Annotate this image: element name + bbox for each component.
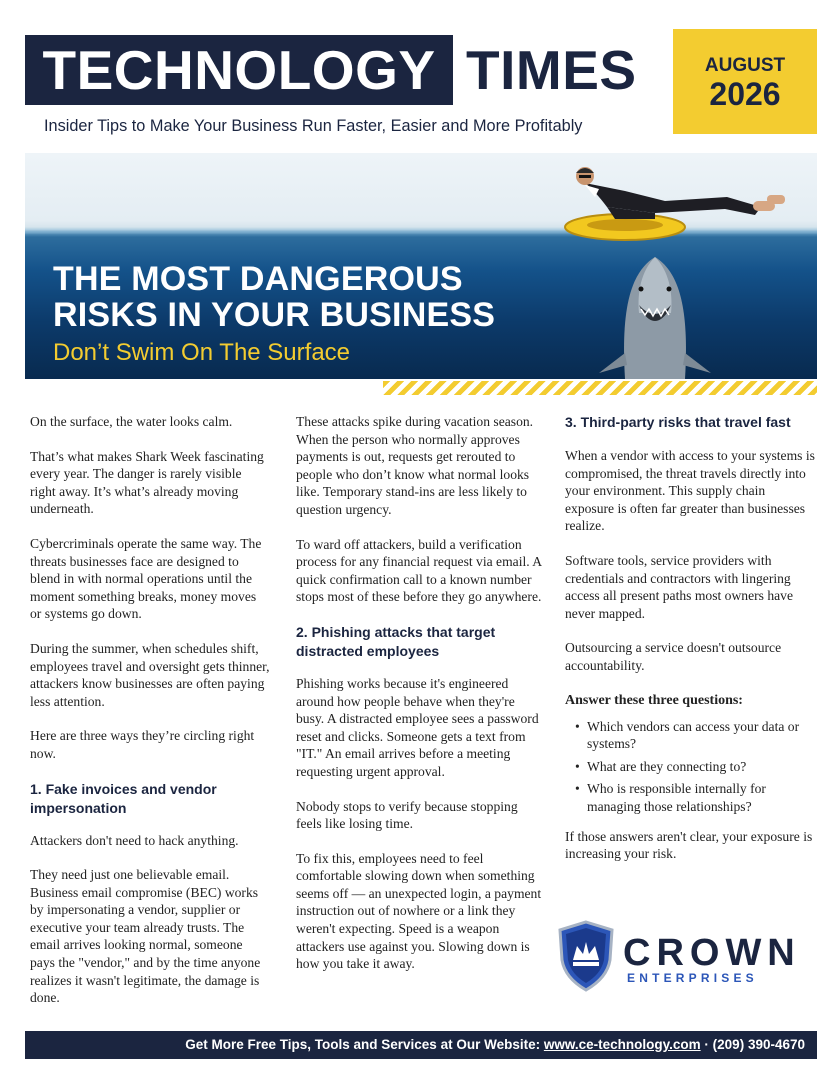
issue-month: AUGUST <box>704 55 786 76</box>
section-heading-fake-invoices: 1. Fake invoices and vendor impersonation <box>30 780 217 816</box>
section-heading-third-party: 3. Third-party risks that travel fast <box>565 414 791 430</box>
paragraph: To fix this, employees need to feel comfortable slowing down when something seems off — an unexpected login, a payment instruction out of nowhere or a link they weren't expecting. Speed is a weapon attackers use against you. Slowing down is how you take it away. <box>296 850 542 972</box>
hero-headline-line1: THE MOST DANGEROUS <box>53 260 463 298</box>
bullet-icon: • <box>575 781 580 797</box>
article-column-2 <box>296 413 544 990</box>
phone-number: (209) 390-4670 <box>712 1037 805 1052</box>
paragraph: That’s what makes Shark Week fascinating every year. The danger is rarely visible right away. It’s what’s already moving underneath. <box>30 448 264 517</box>
masthead-tagline: Insider Tips to Make Your Business Run Faster, Easier and More Profitably <box>44 117 583 135</box>
hero-banner <box>25 153 817 379</box>
paragraph: These attacks spike during vacation season. When the person who normally approves payments is out, requests get rerouted to people who don’t know what normal looks like. Temporary stand-ins are less likely to question urgency. <box>296 414 534 517</box>
list-item <box>565 718 817 753</box>
list-item <box>565 780 817 815</box>
section-heading-phishing: 2. Phishing attacks that target distracted employees <box>296 623 496 659</box>
company-logo <box>557 920 807 992</box>
logo-wordmark: CROWN <box>623 932 801 974</box>
hero-headline-line2: RISKS IN YOUR BUSINESS <box>53 296 496 334</box>
paragraph: When a vendor with access to your systems is compromised, the threat travels directly into your environment. This supply chain exposure is often far greater than businesses realize. <box>565 448 815 534</box>
paragraph: Attackers don't need to hack anything. <box>30 832 239 848</box>
paragraph: To ward off attackers, build a verification process for any financial request via email. A quick confirmation call to a known number stops most of these before they go anywhere. <box>296 536 542 605</box>
questions-list <box>565 718 817 816</box>
issue-date-box <box>673 29 817 134</box>
list-item <box>565 758 817 776</box>
paragraph: Nobody stops to verify because stopping feels like losing time. <box>296 798 518 832</box>
paragraph: They need just one believable email. Business email compromise (BEC) works by impersonating a vendor, supplier or executive your team already trusts. The email arrives looking normal, someone pays the "vendor," and by the time anyone realizes it wasn't legitimate, the damage is done. <box>30 867 261 1006</box>
bullet-icon: • <box>575 718 580 734</box>
issue-year: 2026 <box>709 76 781 112</box>
footer-separator: · <box>704 1037 709 1052</box>
footer-text: Get More Free Tips, Tools and Services at Our Website: <box>185 1037 541 1052</box>
logo-subtext: ENTERPRISES <box>627 971 758 985</box>
floating-man-illustration <box>555 161 815 243</box>
masthead-title-times: TIMES <box>466 39 637 101</box>
paragraph: Cybercriminals operate the same way. The threats businesses face are designed to blend in with normal operations until the moment something breaks, money moves or systems go down. <box>30 535 262 622</box>
questions-subheading: Answer these three questions: <box>565 692 743 708</box>
paragraph: Software tools, service providers with credentials and contractors with lingering access all present paths most owners have never mapped. <box>565 552 794 621</box>
shark-illustration <box>595 253 715 379</box>
hero-headline <box>53 261 495 333</box>
paragraph: During the summer, when schedules shift, employees travel and oversight gets thinner, attackers know businesses are often paying less attention. <box>30 640 270 709</box>
website-link[interactable]: www.ce-technology.com <box>543 1037 701 1052</box>
crown-shield-icon <box>557 920 615 992</box>
masthead-title-technology: TECHNOLOGY <box>25 35 453 105</box>
paragraph: Phishing works because it's engineered around how people behave when they're busy. A distracted employee sees a password reset and clicks. Someone gets a text from "IT." An email arrives before a meeting requesting urgent approval. <box>296 675 539 779</box>
paragraph: Here are three ways they’re circling right now. <box>30 728 255 761</box>
bullet-icon: • <box>575 758 580 774</box>
list-item-text: Who is responsible internally for managing those relationships? <box>587 781 766 814</box>
article-column-1 <box>30 413 270 1024</box>
paragraph: Outsourcing a service doesn't outsource accountability. <box>565 640 782 673</box>
article-column-3 <box>565 413 817 880</box>
hero-subtitle: Don’t Swim On The Surface <box>53 339 351 366</box>
paragraph: On the surface, the water looks calm. <box>30 414 233 429</box>
decorative-hazard-stripes <box>383 381 817 395</box>
footer-bar <box>25 1031 817 1059</box>
list-item-text: Which vendors can access your data or systems? <box>587 718 800 752</box>
list-item-text: What are they connecting to? <box>587 758 747 774</box>
paragraph: If those answers aren't clear, your exposure is increasing your risk. <box>565 828 813 862</box>
